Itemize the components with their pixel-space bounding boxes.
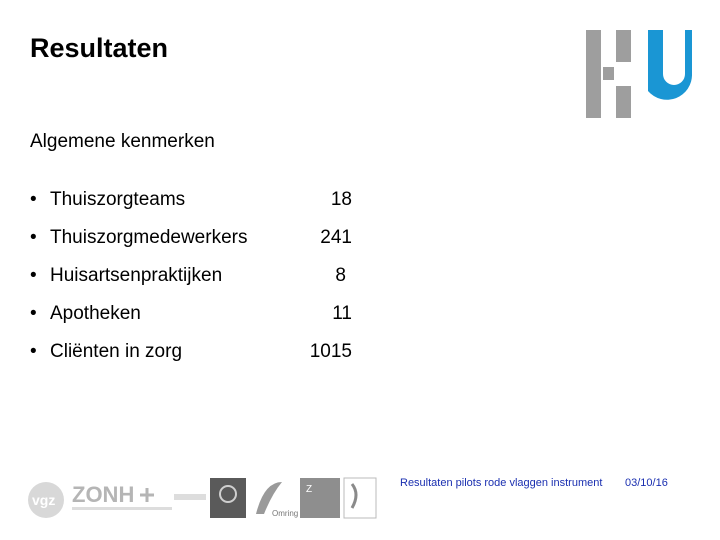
footer-date: 03/10/16 [625,477,668,489]
bullet: • [30,265,37,286]
svg-text:Omring: Omring [272,509,299,518]
item-value: 8 [335,265,346,286]
item-value: 1015 [309,341,352,362]
item-label: Apotheken [50,303,141,324]
item-label: Thuiszorgmedewerkers [50,227,248,248]
hu-logo [586,30,692,120]
svg-text:vgz: vgz [32,492,56,508]
bullet: • [30,303,37,324]
list-item [30,188,360,226]
item-value: 241 [320,227,352,248]
footer-title: Resultaten pilots rode vlaggen instrument [400,477,603,489]
results-list [30,188,360,378]
partner-logo-3 [300,478,340,518]
section-subtitle: Algemene kenmerken [30,131,215,152]
logo-bar-1 [586,30,601,118]
partner-logo-1 [210,478,246,518]
vgz-logo [28,482,64,518]
zonh-logo [72,482,172,510]
partner-logos [24,474,380,520]
item-label: Huisartsenpraktijken [50,265,223,286]
list-item [30,226,360,264]
item-label: Thuiszorgteams [50,189,186,210]
item-value: 18 [330,189,352,210]
item-value: 11 [332,303,352,324]
partner-logo-text [174,494,206,500]
logo-bar-2 [616,30,631,62]
list-item [30,302,360,340]
partner-logo-2 [256,482,298,518]
svg-text:Z: Z [306,484,313,495]
list-item [30,340,360,378]
svg-text:ZONH: ZONH [72,482,135,507]
item-label: Cliënten in zorg [50,341,183,362]
bullet: • [30,227,37,248]
bullet: • [30,341,37,362]
logo-u [648,30,692,100]
logo-dash [603,67,614,80]
list-item [30,264,360,302]
logo-bar-3 [616,86,631,118]
bullet: • [30,189,37,210]
page-title: Resultaten [30,33,169,63]
partner-logo-4 [344,478,376,518]
